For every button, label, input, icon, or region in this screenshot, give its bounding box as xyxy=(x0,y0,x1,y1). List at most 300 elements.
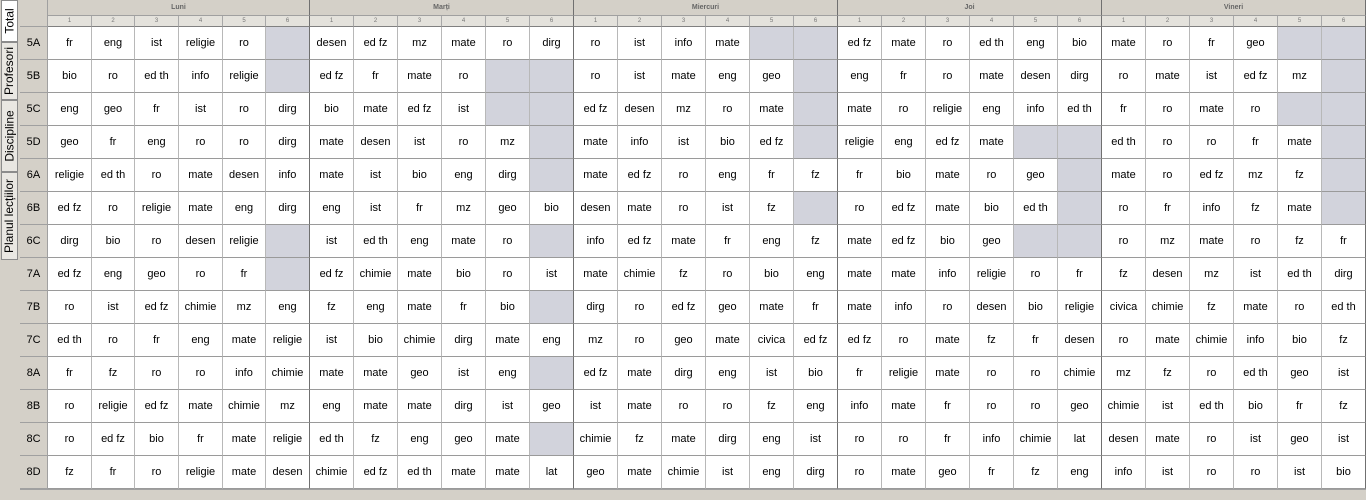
lesson-cell[interactable]: ed fz xyxy=(750,126,794,159)
lesson-cell[interactable]: bio xyxy=(48,60,92,93)
lesson-cell[interactable]: mz xyxy=(1278,60,1322,93)
lesson-cell[interactable]: chimie xyxy=(1014,423,1058,456)
lesson-cell[interactable]: ro xyxy=(574,60,618,93)
empty-slot[interactable] xyxy=(530,93,574,126)
lesson-cell[interactable]: geo xyxy=(1278,423,1322,456)
lesson-cell[interactable]: ro xyxy=(574,27,618,60)
lesson-cell[interactable]: geo xyxy=(530,390,574,423)
lesson-cell[interactable]: chimie xyxy=(179,291,223,324)
lesson-cell[interactable]: bio xyxy=(354,324,398,357)
lesson-cell[interactable]: ro xyxy=(48,291,92,324)
lesson-cell[interactable]: fz xyxy=(1234,192,1278,225)
lesson-cell[interactable]: religie xyxy=(92,390,135,423)
class-row-header[interactable]: 8D xyxy=(20,456,48,489)
lesson-cell[interactable]: desen xyxy=(574,192,618,225)
lesson-cell[interactable]: eng xyxy=(354,291,398,324)
lesson-cell[interactable]: eng xyxy=(398,225,442,258)
lesson-cell[interactable]: mate xyxy=(442,27,486,60)
lesson-cell[interactable]: ro xyxy=(662,159,706,192)
lesson-cell[interactable]: ed th xyxy=(1322,291,1366,324)
lesson-cell[interactable]: fr xyxy=(48,357,92,390)
lesson-cell[interactable]: ro xyxy=(92,192,135,225)
lesson-cell[interactable]: mate xyxy=(750,93,794,126)
lesson-cell[interactable]: ro xyxy=(1014,258,1058,291)
lesson-cell[interactable]: geo xyxy=(486,192,530,225)
class-row-header[interactable]: 5D xyxy=(20,126,48,159)
lesson-cell[interactable]: ro xyxy=(92,60,135,93)
lesson-cell[interactable]: ro xyxy=(48,390,92,423)
lesson-cell[interactable]: ro xyxy=(970,159,1014,192)
lesson-cell[interactable]: fz xyxy=(662,258,706,291)
lesson-cell[interactable]: ed fz xyxy=(1234,60,1278,93)
lesson-cell[interactable]: mate xyxy=(926,324,970,357)
lesson-cell[interactable]: ro xyxy=(970,390,1014,423)
lesson-cell[interactable]: eng xyxy=(92,258,135,291)
lesson-cell[interactable]: ro xyxy=(135,456,179,489)
empty-slot[interactable] xyxy=(1322,60,1366,93)
empty-slot[interactable] xyxy=(794,27,838,60)
lesson-cell[interactable]: mate xyxy=(223,324,266,357)
lesson-cell[interactable]: fr xyxy=(223,258,266,291)
lesson-cell[interactable]: info xyxy=(223,357,266,390)
lesson-cell[interactable]: fr xyxy=(48,27,92,60)
lesson-cell[interactable]: ro xyxy=(1102,324,1146,357)
lesson-cell[interactable]: eng xyxy=(794,258,838,291)
lesson-cell[interactable]: ed th xyxy=(1190,390,1234,423)
lesson-cell[interactable]: eng xyxy=(223,192,266,225)
lesson-cell[interactable]: ed fz xyxy=(354,456,398,489)
lesson-cell[interactable]: religie xyxy=(135,192,179,225)
lesson-cell[interactable]: fz xyxy=(1278,159,1322,192)
empty-slot[interactable] xyxy=(1014,225,1058,258)
lesson-cell[interactable]: religie xyxy=(838,126,882,159)
lesson-cell[interactable]: fr xyxy=(92,126,135,159)
lesson-cell[interactable]: desen xyxy=(354,126,398,159)
lesson-cell[interactable]: geo xyxy=(48,126,92,159)
lesson-cell[interactable]: dirg xyxy=(1322,258,1366,291)
lesson-cell[interactable]: ro xyxy=(706,390,750,423)
lesson-cell[interactable]: ist xyxy=(794,423,838,456)
lesson-cell[interactable]: eng xyxy=(1058,456,1102,489)
lesson-cell[interactable]: ro xyxy=(486,258,530,291)
lesson-cell[interactable]: ist xyxy=(1146,390,1190,423)
empty-slot[interactable] xyxy=(266,27,310,60)
lesson-cell[interactable]: ist xyxy=(442,93,486,126)
lesson-cell[interactable]: geo xyxy=(1014,159,1058,192)
lesson-cell[interactable]: ro xyxy=(882,93,926,126)
lesson-cell[interactable]: ist xyxy=(1234,258,1278,291)
lesson-cell[interactable]: ed fz xyxy=(882,225,926,258)
lesson-cell[interactable]: chimie xyxy=(1146,291,1190,324)
side-tab-profesori[interactable] xyxy=(1,42,18,100)
lesson-cell[interactable]: fr xyxy=(926,390,970,423)
lesson-cell[interactable]: ist xyxy=(1278,456,1322,489)
lesson-cell[interactable]: chimie xyxy=(1058,357,1102,390)
lesson-cell[interactable]: mate xyxy=(882,456,926,489)
lesson-cell[interactable]: mate xyxy=(1146,324,1190,357)
lesson-cell[interactable]: ro xyxy=(223,27,266,60)
lesson-cell[interactable]: desen xyxy=(223,159,266,192)
lesson-cell[interactable]: ro xyxy=(882,423,926,456)
lesson-cell[interactable]: ro xyxy=(1190,126,1234,159)
empty-slot[interactable] xyxy=(794,60,838,93)
lesson-cell[interactable]: mate xyxy=(750,291,794,324)
lesson-cell[interactable]: chimie xyxy=(398,324,442,357)
empty-slot[interactable] xyxy=(530,357,574,390)
lesson-cell[interactable]: mate xyxy=(838,93,882,126)
class-row-header[interactable]: 5A xyxy=(20,27,48,60)
lesson-cell[interactable]: mz xyxy=(486,126,530,159)
lesson-cell[interactable]: ed fz xyxy=(926,126,970,159)
lesson-cell[interactable]: mate xyxy=(970,126,1014,159)
lesson-cell[interactable]: ro xyxy=(1278,291,1322,324)
lesson-cell[interactable]: fz xyxy=(48,456,92,489)
lesson-cell[interactable]: bio xyxy=(706,126,750,159)
lesson-cell[interactable]: mate xyxy=(574,159,618,192)
lesson-cell[interactable]: mate xyxy=(662,225,706,258)
lesson-cell[interactable]: ed fz xyxy=(354,27,398,60)
empty-slot[interactable] xyxy=(1322,93,1366,126)
lesson-cell[interactable]: religie xyxy=(223,60,266,93)
lesson-cell[interactable]: fz xyxy=(1102,258,1146,291)
lesson-cell[interactable]: ed fz xyxy=(1190,159,1234,192)
lesson-cell[interactable]: mate xyxy=(398,390,442,423)
lesson-cell[interactable]: bio xyxy=(970,192,1014,225)
lesson-cell[interactable]: ist xyxy=(1322,423,1366,456)
lesson-cell[interactable]: fr xyxy=(1322,225,1366,258)
lesson-cell[interactable]: mate xyxy=(838,225,882,258)
lesson-cell[interactable]: eng xyxy=(530,324,574,357)
horizontal-scrollbar[interactable] xyxy=(20,489,1366,500)
lesson-cell[interactable]: mate xyxy=(618,192,662,225)
lesson-cell[interactable]: geo xyxy=(662,324,706,357)
empty-slot[interactable] xyxy=(1322,126,1366,159)
class-row-header[interactable]: 7C xyxy=(20,324,48,357)
empty-slot[interactable] xyxy=(1322,27,1366,60)
lesson-cell[interactable]: mate xyxy=(310,357,354,390)
lesson-cell[interactable]: civica xyxy=(1102,291,1146,324)
lesson-cell[interactable]: fr xyxy=(926,423,970,456)
lesson-cell[interactable]: ist xyxy=(354,192,398,225)
lesson-cell[interactable]: geo xyxy=(706,291,750,324)
lesson-cell[interactable]: dirg xyxy=(486,159,530,192)
lesson-cell[interactable]: bio xyxy=(1058,27,1102,60)
lesson-cell[interactable]: info xyxy=(574,225,618,258)
lesson-cell[interactable]: ed th xyxy=(354,225,398,258)
lesson-cell[interactable]: fz xyxy=(1146,357,1190,390)
empty-slot[interactable] xyxy=(486,93,530,126)
empty-slot[interactable] xyxy=(750,27,794,60)
lesson-cell[interactable]: desen xyxy=(970,291,1014,324)
empty-slot[interactable] xyxy=(1058,225,1102,258)
lesson-cell[interactable]: mate xyxy=(442,456,486,489)
lesson-cell[interactable]: fz xyxy=(1322,390,1366,423)
lesson-cell[interactable]: ro xyxy=(1190,357,1234,390)
lesson-cell[interactable]: eng xyxy=(706,357,750,390)
lesson-cell[interactable]: bio xyxy=(310,93,354,126)
lesson-cell[interactable]: desen xyxy=(1014,60,1058,93)
lesson-cell[interactable]: fr xyxy=(135,324,179,357)
lesson-cell[interactable]: ro xyxy=(179,126,223,159)
lesson-cell[interactable]: eng xyxy=(179,324,223,357)
empty-slot[interactable] xyxy=(794,93,838,126)
lesson-cell[interactable]: mate xyxy=(486,324,530,357)
lesson-cell[interactable]: religie xyxy=(970,258,1014,291)
lesson-cell[interactable]: chimie xyxy=(1190,324,1234,357)
lesson-cell[interactable]: fr xyxy=(838,159,882,192)
lesson-cell[interactable]: mate xyxy=(398,291,442,324)
lesson-cell[interactable]: geo xyxy=(750,60,794,93)
lesson-cell[interactable]: eng xyxy=(794,390,838,423)
lesson-cell[interactable]: ist xyxy=(179,93,223,126)
lesson-cell[interactable]: mate xyxy=(926,192,970,225)
lesson-cell[interactable]: ro xyxy=(1014,390,1058,423)
lesson-cell[interactable]: ro xyxy=(926,291,970,324)
lesson-cell[interactable]: mz xyxy=(1146,225,1190,258)
lesson-cell[interactable]: ro xyxy=(662,390,706,423)
lesson-cell[interactable]: fr xyxy=(1014,324,1058,357)
lesson-cell[interactable]: info xyxy=(926,258,970,291)
lesson-cell[interactable]: mz xyxy=(223,291,266,324)
lesson-cell[interactable]: fr xyxy=(794,291,838,324)
lesson-cell[interactable]: ed th xyxy=(970,27,1014,60)
lesson-cell[interactable]: mate xyxy=(1190,93,1234,126)
lesson-cell[interactable]: eng xyxy=(838,60,882,93)
lesson-cell[interactable]: ist xyxy=(618,27,662,60)
lesson-cell[interactable]: religie xyxy=(48,159,92,192)
class-row-header[interactable]: 6B xyxy=(20,192,48,225)
lesson-cell[interactable]: mate xyxy=(838,291,882,324)
lesson-cell[interactable]: eng xyxy=(266,291,310,324)
lesson-cell[interactable]: mate xyxy=(1278,192,1322,225)
lesson-cell[interactable]: ist xyxy=(310,225,354,258)
lesson-cell[interactable]: chimie xyxy=(1102,390,1146,423)
empty-slot[interactable] xyxy=(486,60,530,93)
lesson-cell[interactable]: ed fz xyxy=(794,324,838,357)
lesson-cell[interactable]: mate xyxy=(354,357,398,390)
lesson-cell[interactable]: fz xyxy=(794,159,838,192)
lesson-cell[interactable]: info xyxy=(1014,93,1058,126)
lesson-cell[interactable]: dirg xyxy=(266,192,310,225)
class-row-header[interactable]: 6A xyxy=(20,159,48,192)
lesson-cell[interactable]: info xyxy=(179,60,223,93)
lesson-cell[interactable]: eng xyxy=(750,225,794,258)
lesson-cell[interactable]: desen xyxy=(1146,258,1190,291)
lesson-cell[interactable]: chimie xyxy=(662,456,706,489)
lesson-cell[interactable]: dirg xyxy=(662,357,706,390)
lesson-cell[interactable]: ro xyxy=(662,192,706,225)
lesson-cell[interactable]: fr xyxy=(1278,390,1322,423)
lesson-cell[interactable]: info xyxy=(1234,324,1278,357)
lesson-cell[interactable]: desen xyxy=(1102,423,1146,456)
lesson-cell[interactable]: fz xyxy=(92,357,135,390)
class-row-header[interactable]: 7B xyxy=(20,291,48,324)
lesson-cell[interactable]: fz xyxy=(794,225,838,258)
lesson-cell[interactable]: mate xyxy=(354,390,398,423)
lesson-cell[interactable]: mate xyxy=(1278,126,1322,159)
lesson-cell[interactable]: mz xyxy=(398,27,442,60)
lesson-cell[interactable]: chimie xyxy=(574,423,618,456)
lesson-cell[interactable]: geo xyxy=(1234,27,1278,60)
lesson-cell[interactable]: ed fz xyxy=(48,258,92,291)
lesson-cell[interactable]: mate xyxy=(926,357,970,390)
lesson-cell[interactable]: ro xyxy=(882,324,926,357)
lesson-cell[interactable]: ist xyxy=(1146,456,1190,489)
lesson-cell[interactable]: info xyxy=(662,27,706,60)
lesson-cell[interactable]: ist xyxy=(662,126,706,159)
lesson-cell[interactable]: fr xyxy=(442,291,486,324)
lesson-cell[interactable]: geo xyxy=(1058,390,1102,423)
lesson-cell[interactable]: ro xyxy=(179,258,223,291)
lesson-cell[interactable]: mz xyxy=(1102,357,1146,390)
lesson-cell[interactable]: ro xyxy=(706,93,750,126)
lesson-cell[interactable]: geo xyxy=(135,258,179,291)
lesson-cell[interactable]: fr xyxy=(1234,126,1278,159)
empty-slot[interactable] xyxy=(794,192,838,225)
lesson-cell[interactable]: chimie xyxy=(266,357,310,390)
lesson-cell[interactable]: info xyxy=(618,126,662,159)
lesson-cell[interactable]: ed fz xyxy=(398,93,442,126)
lesson-cell[interactable]: ed fz xyxy=(882,192,926,225)
lesson-cell[interactable]: info xyxy=(1190,192,1234,225)
empty-slot[interactable] xyxy=(1058,192,1102,225)
lesson-cell[interactable]: dirg xyxy=(48,225,92,258)
lesson-cell[interactable]: mate xyxy=(574,126,618,159)
lesson-cell[interactable]: ro xyxy=(442,60,486,93)
lesson-cell[interactable]: bio xyxy=(1014,291,1058,324)
lesson-cell[interactable]: mate xyxy=(662,60,706,93)
lesson-cell[interactable]: ist xyxy=(574,390,618,423)
lesson-cell[interactable]: chimie xyxy=(223,390,266,423)
lesson-cell[interactable]: ro xyxy=(1234,456,1278,489)
lesson-cell[interactable]: ist xyxy=(92,291,135,324)
lesson-cell[interactable]: ist xyxy=(530,258,574,291)
lesson-cell[interactable]: desen xyxy=(310,27,354,60)
lesson-cell[interactable]: ist xyxy=(1190,60,1234,93)
lesson-cell[interactable]: religie xyxy=(266,324,310,357)
lesson-cell[interactable]: bio xyxy=(1278,324,1322,357)
lesson-cell[interactable]: dirg xyxy=(266,126,310,159)
lesson-cell[interactable]: ro xyxy=(1190,423,1234,456)
lesson-cell[interactable]: dirg xyxy=(794,456,838,489)
lesson-cell[interactable]: ro xyxy=(1146,93,1190,126)
lesson-cell[interactable]: mate xyxy=(486,423,530,456)
lesson-cell[interactable]: fz xyxy=(1322,324,1366,357)
lesson-cell[interactable]: bio xyxy=(1234,390,1278,423)
lesson-cell[interactable]: fz xyxy=(618,423,662,456)
lesson-cell[interactable]: eng xyxy=(442,159,486,192)
lesson-cell[interactable]: ed th xyxy=(1014,192,1058,225)
lesson-cell[interactable]: geo xyxy=(92,93,135,126)
lesson-cell[interactable]: mz xyxy=(442,192,486,225)
lesson-cell[interactable]: dirg xyxy=(530,27,574,60)
lesson-cell[interactable]: mz xyxy=(662,93,706,126)
class-row-header[interactable]: 8B xyxy=(20,390,48,423)
lesson-cell[interactable]: mz xyxy=(574,324,618,357)
lesson-cell[interactable]: religie xyxy=(266,423,310,456)
lesson-cell[interactable]: fr xyxy=(354,60,398,93)
lesson-cell[interactable]: ro xyxy=(838,192,882,225)
lesson-cell[interactable]: fr xyxy=(1146,192,1190,225)
lesson-cell[interactable]: ed th xyxy=(1058,93,1102,126)
lesson-cell[interactable]: chimie xyxy=(354,258,398,291)
lesson-cell[interactable]: mate xyxy=(838,258,882,291)
lesson-cell[interactable]: fz xyxy=(354,423,398,456)
class-row-header[interactable]: 8A xyxy=(20,357,48,390)
lesson-cell[interactable]: dirg xyxy=(266,93,310,126)
side-tab-planul-lec-iilor[interactable] xyxy=(1,172,18,260)
lesson-cell[interactable]: desen xyxy=(1058,324,1102,357)
lesson-cell[interactable]: ed fz xyxy=(135,291,179,324)
lesson-cell[interactable]: ist xyxy=(135,27,179,60)
lesson-cell[interactable]: mate xyxy=(1234,291,1278,324)
lesson-cell[interactable]: ro xyxy=(223,93,266,126)
lesson-cell[interactable]: ro xyxy=(838,423,882,456)
lesson-cell[interactable]: ed th xyxy=(310,423,354,456)
lesson-cell[interactable]: mate xyxy=(179,390,223,423)
lesson-cell[interactable]: ed fz xyxy=(618,225,662,258)
empty-slot[interactable] xyxy=(1014,126,1058,159)
lesson-cell[interactable]: ist xyxy=(706,456,750,489)
lesson-cell[interactable]: ro xyxy=(1234,93,1278,126)
class-row-header[interactable]: 7A xyxy=(20,258,48,291)
lesson-cell[interactable]: ro xyxy=(618,291,662,324)
empty-slot[interactable] xyxy=(1278,93,1322,126)
lesson-cell[interactable]: bio xyxy=(442,258,486,291)
empty-slot[interactable] xyxy=(530,423,574,456)
lesson-cell[interactable]: desen xyxy=(266,456,310,489)
lesson-cell[interactable]: eng xyxy=(92,27,135,60)
lesson-cell[interactable]: ro xyxy=(442,126,486,159)
lesson-cell[interactable]: ed fz xyxy=(574,93,618,126)
lesson-cell[interactable]: geo xyxy=(574,456,618,489)
lesson-cell[interactable]: geo xyxy=(398,357,442,390)
lesson-cell[interactable]: mate xyxy=(1146,60,1190,93)
lesson-cell[interactable]: fr xyxy=(1102,93,1146,126)
lesson-cell[interactable]: lat xyxy=(530,456,574,489)
lesson-cell[interactable]: bio xyxy=(92,225,135,258)
lesson-cell[interactable]: desen xyxy=(618,93,662,126)
lesson-cell[interactable]: ro xyxy=(135,357,179,390)
class-row-header[interactable]: 5C xyxy=(20,93,48,126)
lesson-cell[interactable]: mate xyxy=(442,225,486,258)
lesson-cell[interactable]: ed fz xyxy=(838,27,882,60)
lesson-cell[interactable]: fz xyxy=(750,390,794,423)
lesson-cell[interactable]: ed fz xyxy=(135,390,179,423)
empty-slot[interactable] xyxy=(530,159,574,192)
lesson-cell[interactable]: ro xyxy=(1146,159,1190,192)
lesson-cell[interactable]: geo xyxy=(970,225,1014,258)
lesson-cell[interactable]: ist xyxy=(354,159,398,192)
empty-slot[interactable] xyxy=(530,60,574,93)
lesson-cell[interactable]: chimie xyxy=(618,258,662,291)
lesson-cell[interactable]: mate xyxy=(223,423,266,456)
lesson-cell[interactable]: info xyxy=(970,423,1014,456)
lesson-cell[interactable]: ro xyxy=(486,225,530,258)
lesson-cell[interactable]: eng xyxy=(750,423,794,456)
lesson-cell[interactable]: mate xyxy=(970,60,1014,93)
lesson-cell[interactable]: mate xyxy=(882,258,926,291)
lesson-cell[interactable]: geo xyxy=(442,423,486,456)
lesson-cell[interactable]: dirg xyxy=(442,390,486,423)
lesson-cell[interactable]: mate xyxy=(179,192,223,225)
lesson-cell[interactable]: mz xyxy=(1190,258,1234,291)
lesson-cell[interactable]: eng xyxy=(706,159,750,192)
empty-slot[interactable] xyxy=(1058,126,1102,159)
lesson-cell[interactable]: ed th xyxy=(1278,258,1322,291)
lesson-cell[interactable]: fr xyxy=(970,456,1014,489)
lesson-cell[interactable]: mate xyxy=(1102,27,1146,60)
